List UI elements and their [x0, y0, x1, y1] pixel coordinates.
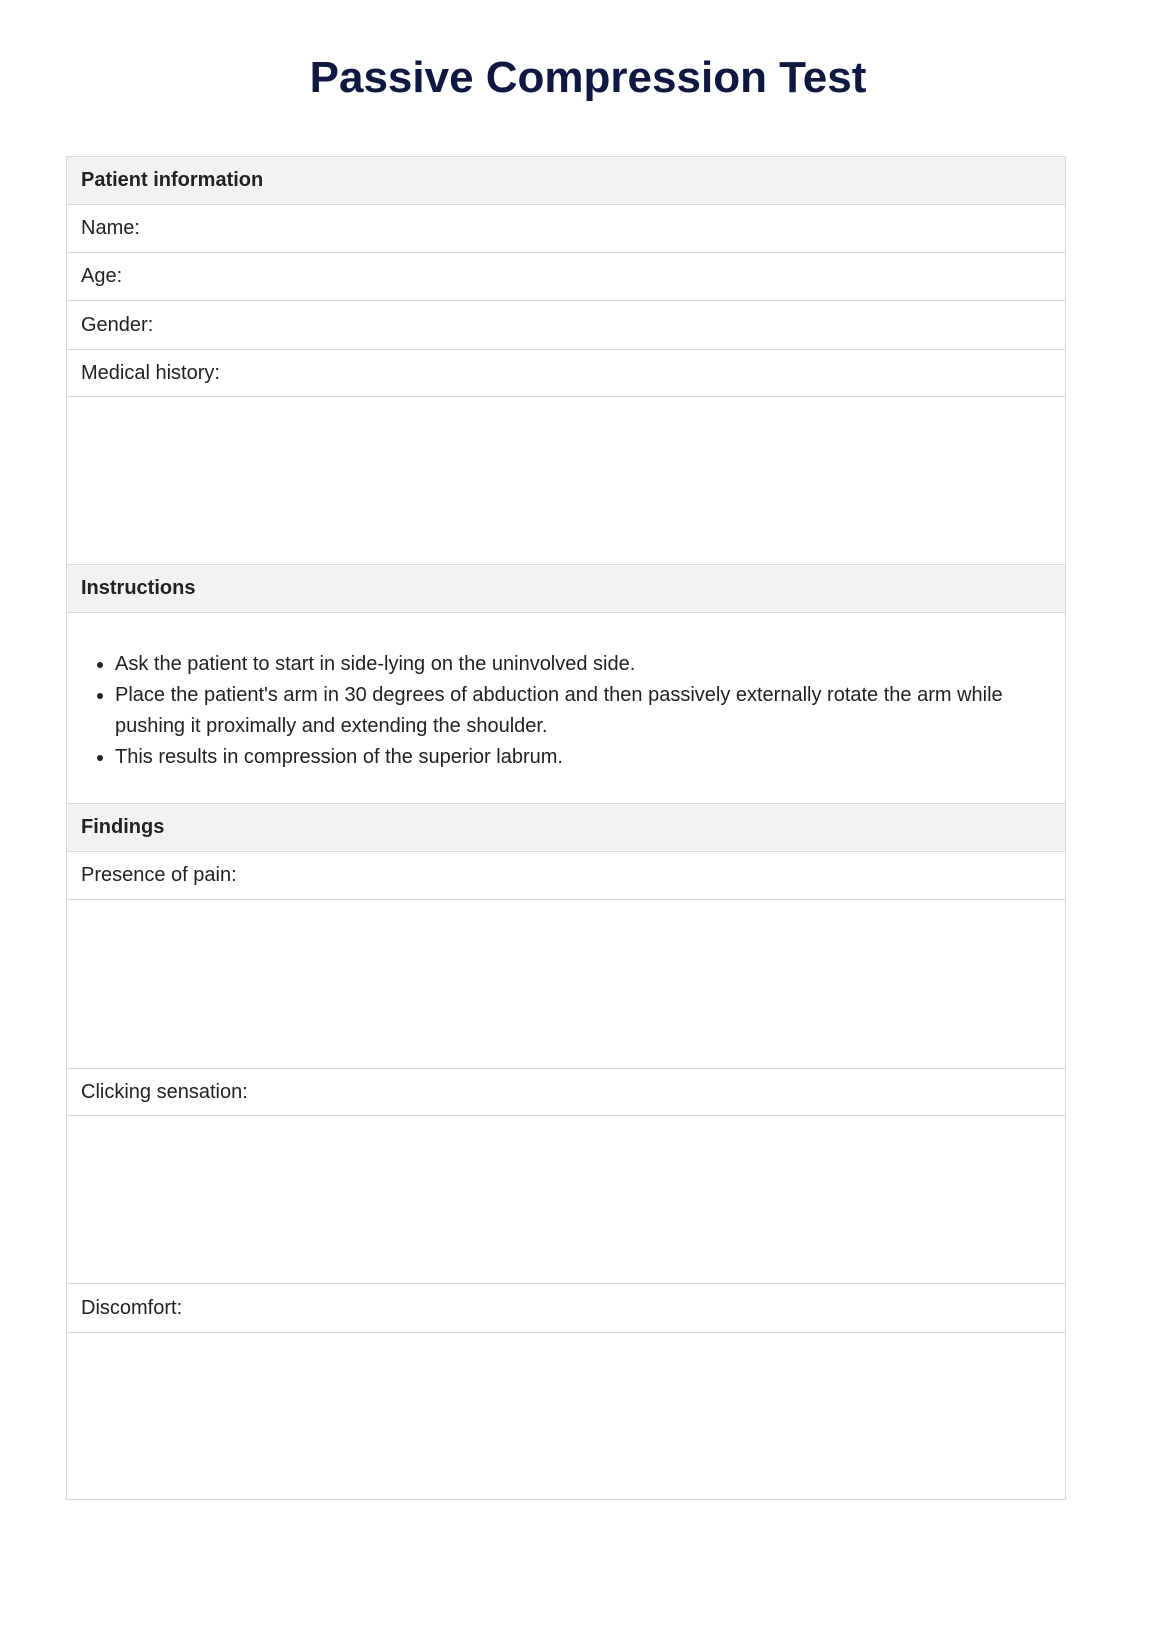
section-header-findings: Findings	[67, 804, 1065, 852]
gender-field[interactable]: Gender:	[67, 301, 1065, 350]
discomfort-field[interactable]	[67, 1333, 1065, 1499]
page-title: Passive Compression Test	[309, 53, 867, 102]
instruction-item: • Place the patient's arm in 30 degrees of abduction and then passively externally rotate the arm while pushing it proximally and extending the shoulder.	[115, 680, 1051, 742]
instruction-item: • Ask the patient to start in side-lying on the uninvolved side.	[115, 649, 1051, 680]
age-field[interactable]: Age:	[67, 253, 1065, 301]
section-header-patient-information: Patient information	[67, 157, 1065, 205]
presence-of-pain-field[interactable]	[67, 900, 1065, 1069]
section-header-instructions: Instructions	[67, 565, 1065, 613]
form-table	[66, 156, 1066, 1500]
presence-of-pain-label: Presence of pain:	[67, 852, 1065, 900]
discomfort-label: Discomfort:	[67, 1284, 1065, 1333]
clicking-sensation-field[interactable]	[67, 1116, 1065, 1284]
medical-history-field[interactable]	[67, 397, 1065, 565]
instructions-list	[67, 613, 1065, 804]
name-field[interactable]: Name:	[67, 205, 1065, 253]
instruction-item: • This results in compression of the superior labrum.	[115, 742, 1051, 773]
medical-history-label: Medical history:	[67, 350, 1065, 397]
clicking-sensation-label: Clicking sensation:	[67, 1069, 1065, 1116]
